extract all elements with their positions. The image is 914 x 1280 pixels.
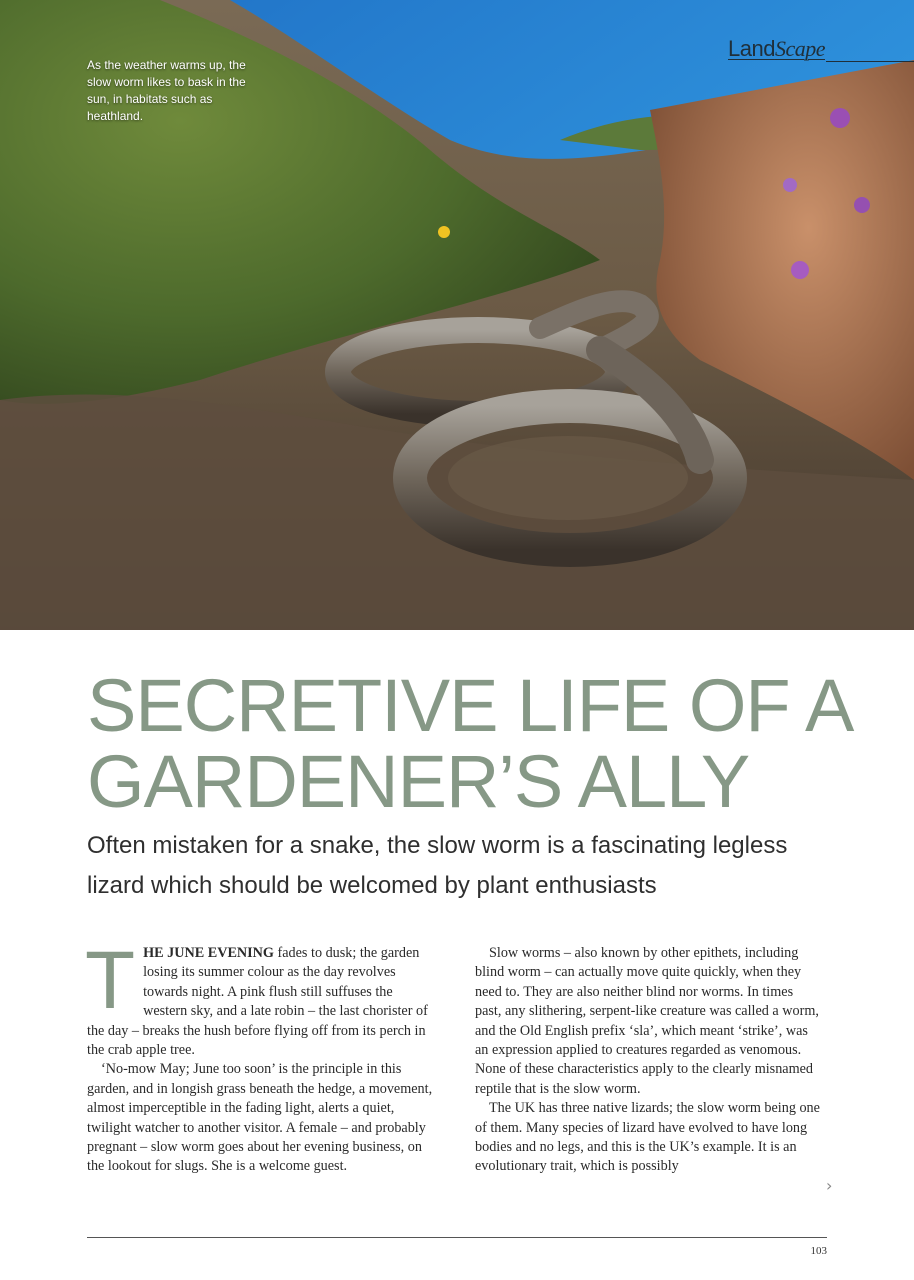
headline-line-1: SECRETIVE LIFE OF A (87, 664, 854, 747)
body-column-right (475, 944, 823, 1177)
body-column-left (85, 935, 435, 1177)
footer-divider (87, 1237, 827, 1238)
logo-scape: Scape (774, 36, 825, 61)
logo-underline (826, 61, 914, 62)
photo-caption: As the weather warms up, the slow worm likes to bask in the sun, in habitats such as heathland. (87, 58, 246, 123)
magazine-logo (728, 36, 825, 62)
chevron-right-icon: › (826, 1176, 833, 1195)
hero-photo (0, 0, 914, 630)
article-standfirst: Often mistaken for a snake, the slow worm is a fascinating legless lizard which should be welcomed by plant enthusiasts (87, 832, 788, 899)
paragraph-4: The UK has three native lizards; the slow worm being one of them. Many species of lizard have evolved to have long bodies and no legs, and this is the UK’s example. It is an evolutionary trait, which is possibly (475, 1100, 820, 1175)
paragraph-1-text: fades to dusk; the garden losing its summer colour as the day revolves towards night. A pink flush still suffuses the western sky, and a late robin – the last chorister of the day – breaks the hush before flying off from its perch in the crab apple tree. (87, 945, 428, 1059)
drop-cap: T (85, 935, 136, 1026)
logo-land: Land (728, 36, 775, 61)
lead-in: HE JUNE EVENING (143, 945, 274, 961)
paragraph-3: Slow worms – also known by other epithets, including blind worm – can actually move quite quickly, when they need to. They are also neither blind nor worms. In times past, any slithering, serpent-like creature was called a worm, and the Old English prefix ‘sla’, which meant ‘strike’, was an expression applied to creatures regarded as venomous. None of these characteristics apply to the clearly misnamed reptile that is the slow worm. (475, 945, 819, 1097)
paragraph-1 (85, 935, 435, 1060)
headline-line-2: GARDENER’S ALLY (87, 740, 750, 823)
paragraph-2: ‘No-mow May; June too soon’ is the principle in this garden, and in longish grass beneath the hedge, a movement, almost imperceptible in the fading light, alerts a quiet, twilight watcher to another visitor. A female – and probably pregnant – slow worm goes about her evening business, on the lookout for slugs. She is a welcome guest. (87, 1061, 433, 1175)
article-headline (87, 664, 887, 823)
page-number: 103 (810, 1245, 827, 1257)
